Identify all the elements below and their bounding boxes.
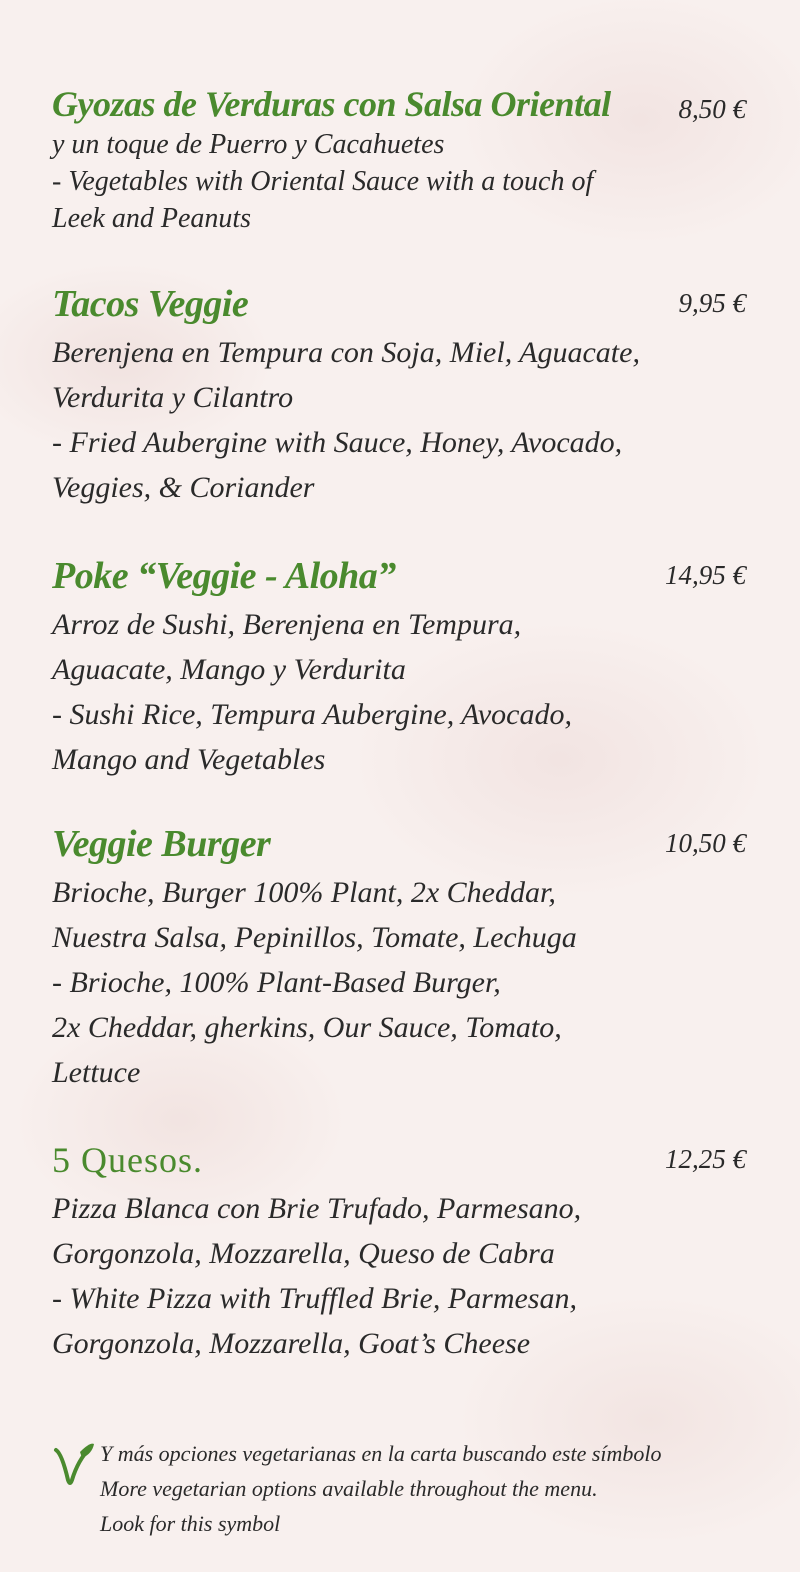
menu-item bbox=[52, 554, 752, 782]
menu-item-title: Veggie Burger bbox=[52, 823, 271, 865]
menu-item-title: Tacos Veggie bbox=[52, 283, 249, 325]
menu-item-description: Arroz de Sushi, Berenjena en Tempura, Aguacate, Mango y Verdurita - Sushi Rice, Tempura Aubergine, Avocado, Mango and Vegetables bbox=[52, 608, 572, 776]
menu-item-description: Berenjena en Tempura con Soja, Miel, Aguacate, Verdurita y Cilantro - Fried Aubergine with Sauce, Honey, Avocado, Veggies, & Coriander bbox=[52, 336, 640, 504]
menu-item bbox=[52, 1138, 752, 1366]
menu-item-header bbox=[52, 282, 752, 330]
menu-item-description: Brioche, Burger 100% Plant, 2x Cheddar, Nuestra Salsa, Pepinillos, Tomate, Lechuga - Brioche, 100% Plant-Based Burger, 2x Cheddar, gherkins, Our Sauce, Tomato, Lettuce bbox=[52, 876, 577, 1089]
menu-item-description: Pizza Blanca con Brie Trufado, Parmesano, Gorgonzola, Mozzarella, Queso de Cabra - White Pizza with Truffled Brie, Parmesan, Gorgonzola, Mozzarella, Goat’s Cheese bbox=[52, 1192, 582, 1360]
menu-item-title: Poke “Veggie - Aloha” bbox=[52, 555, 396, 597]
menu-item-header bbox=[52, 554, 752, 602]
menu-item-header bbox=[52, 1138, 752, 1186]
vegetarian-leaf-icon bbox=[52, 1440, 96, 1488]
menu-item-header bbox=[52, 822, 752, 870]
menu-item-title: Gyozas de Verduras con Salsa Oriental bbox=[52, 84, 611, 124]
menu-item-price: 8,50 € bbox=[678, 94, 746, 124]
menu-item bbox=[52, 822, 752, 1095]
menu-item-price: 10,50 € bbox=[665, 828, 746, 858]
menu-item-header bbox=[52, 82, 752, 130]
menu-item bbox=[52, 82, 752, 237]
menu-item-price: 12,25 € bbox=[665, 1144, 746, 1174]
menu-item bbox=[52, 282, 752, 510]
menu-item-price: 14,95 € bbox=[665, 560, 746, 590]
menu-item-title: 5 Quesos. bbox=[52, 1140, 203, 1180]
menu-item-price: 9,95 € bbox=[678, 288, 746, 318]
menu-item-description: y un toque de Puerro y Cacahuetes - Vegetables with Oriental Sauce with a touch of Leek and Peanuts bbox=[52, 129, 594, 234]
vegetarian-note-text: Y más opciones vegetarianas en la carta buscando este símbolo More vegetarian options available throughout the menu. Look for this symbol bbox=[100, 1441, 662, 1536]
